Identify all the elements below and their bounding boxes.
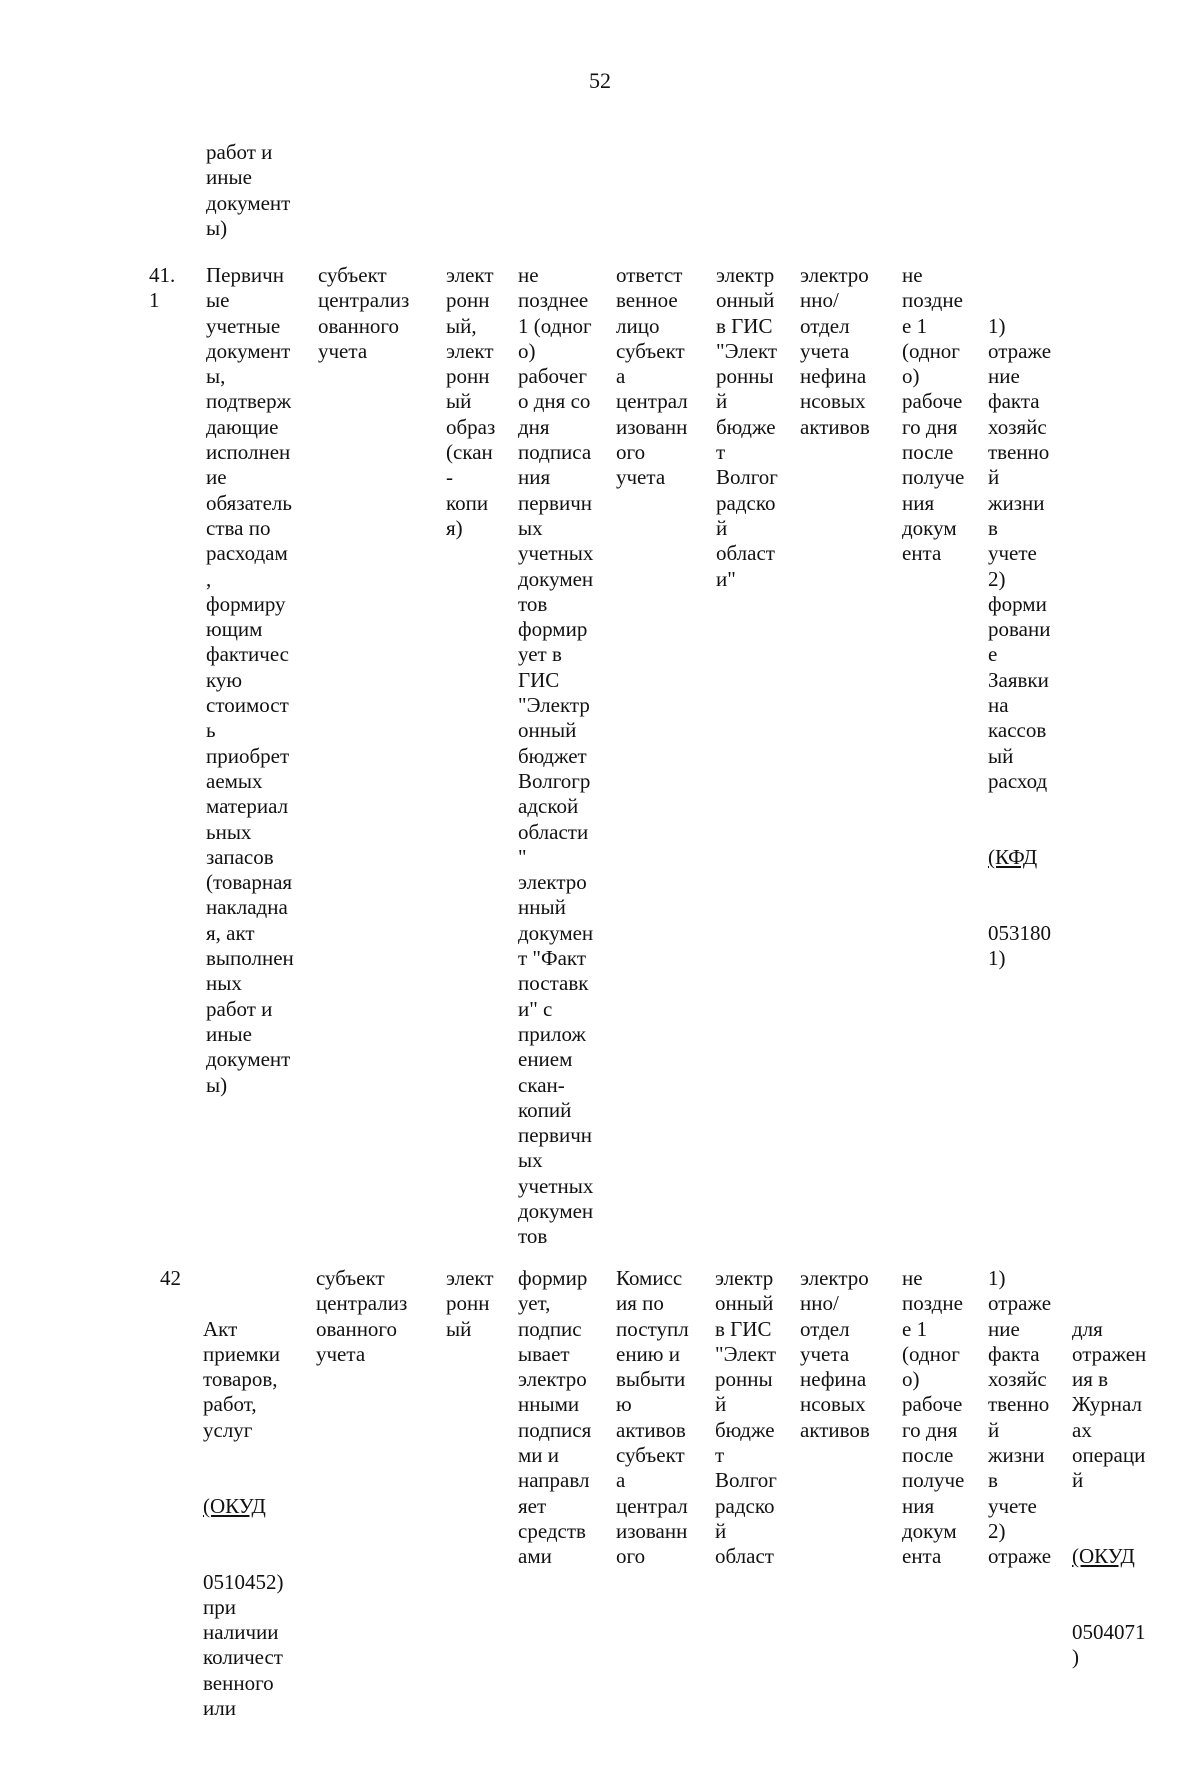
document-format-cell: элект ронн ый [446, 1266, 494, 1341]
processing-deadline-cell: не поздне е 1 (одног о) рабоче го дня после получе ния докум ента [902, 263, 965, 566]
transfer-format-cell: электр онный в ГИС "Элект ронны й бюдже т Волгог радско й област и" [716, 263, 778, 591]
document-name-text: Акт приемки товаров, работ, услуг [203, 1316, 281, 1442]
recipient-cell: электро нно/ отдел учета нефина нсовых активов [800, 263, 870, 439]
result-text: 1) отраже ние факта хозяйс твенно й жизни в учете 2) форми ровани е Заявки на кассов ый расход [988, 313, 1052, 793]
action-cell: формир ует, подпис ывает электро нными подпися ми и направл яет средств ами [518, 1266, 592, 1569]
carryover-document-cell: работ и иные документ ы) [206, 140, 291, 240]
journal-text-continued: 0504071 ) [1072, 1620, 1146, 1670]
page-number: 52 [589, 68, 611, 93]
row-number: 41. 1 [149, 263, 176, 313]
result-cell: 1) отраже ние факта хозяйс твенно й жизни в учете 2) отраже [988, 1266, 1052, 1569]
journal-text: для отражен ия в Журнал ах операци й [1072, 1316, 1147, 1493]
transfer-format-cell: электр онный в ГИС "Элект ронны й бюдже т Волгог радско й област [715, 1266, 777, 1569]
document-name-cell [203, 1266, 284, 1772]
responsible-person-cell: ответст венное лицо субъект а централ изованн ого учета [616, 263, 688, 490]
document-format-cell: элект ронн ый, элект ронн ый образ (скан - копи я) [446, 263, 496, 540]
result-cell [988, 263, 1051, 1022]
journal-cell [1072, 1266, 1146, 1721]
document-reference: (ОКУД [203, 1493, 266, 1518]
row-number: 42 [160, 1266, 181, 1290]
responsible-person-cell: Комисс ия по поступл ению и выбыти ю активов субъект а централ изованн ого [616, 1266, 689, 1569]
processing-deadline-cell: не поздне е 1 (одног о) рабоче го дня после получе ния докум ента [902, 1266, 965, 1569]
document-name-text-continued: 0510452) при наличии количест венного или [203, 1569, 284, 1721]
deadline-cell: не позднее 1 (одног о) рабочег о дня со дня подписа ния первичн ых учетных докумен тов формир ует в ГИС "Электр онный бюджет Волгогр адской области " электро нный докумен т "Факт поставк и" с прилож ением скан- копий первичн ых учетных докумен тов [518, 263, 594, 1249]
responsible-entity-cell: субъект централиз ованного учета [318, 263, 410, 363]
journal-reference: (ОКУД [1072, 1544, 1135, 1569]
result-text-continued: 053180 1) [988, 920, 1051, 971]
recipient-cell: электро нно/ отдел учета нефина нсовых активов [800, 1266, 870, 1442]
document-reference: (КФД [988, 844, 1038, 869]
responsible-entity-cell: субъект централиз ованного учета [316, 1266, 408, 1366]
document-name-cell: Первичн ые учетные документ ы, подтверж дающие исполнен ие обязатель ства по расходам , формиру ющим фактичес кую стоимост ь приобрет aемых материал ьных запасов (товарная накладна я, акт выполнен ных работ и иные документ ы) [206, 263, 294, 1097]
